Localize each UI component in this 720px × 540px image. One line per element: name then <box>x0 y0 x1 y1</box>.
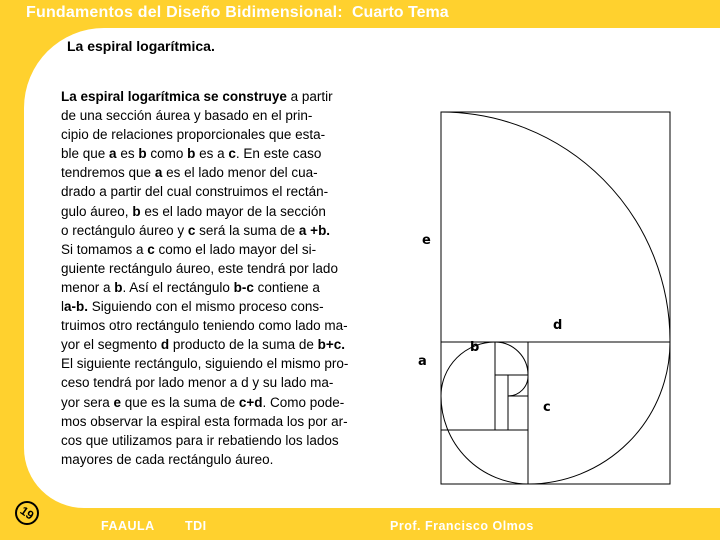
text-run: a partir <box>286 89 333 104</box>
text-bold: a <box>154 165 163 181</box>
spiral-arc-b <box>441 342 495 396</box>
text-line <box>61 163 406 182</box>
text-bold: b+c. <box>317 337 346 353</box>
text-run: contiene a <box>253 279 320 295</box>
topic-title: Cuarto Tema <box>352 4 449 21</box>
spiral-arc-c <box>441 396 528 484</box>
text-run: gulo áureo, <box>61 203 133 219</box>
text-line: truimos otro rectángulo teniendo como lado ma- <box>61 318 348 334</box>
text-line: ceso tendrá por lado menor a d y su lado ma- <box>61 375 334 391</box>
label-a: a <box>418 354 427 369</box>
spiral-arc-e <box>441 112 670 342</box>
text-line <box>61 393 406 412</box>
label-b: b <box>470 340 480 355</box>
text-line <box>61 240 406 259</box>
text-line <box>61 335 406 354</box>
text-line <box>61 278 406 297</box>
header-bar <box>0 0 720 28</box>
text-line: cos que utilizamos para ir rebatiendo los lados <box>61 432 339 448</box>
text-bold: b-c <box>233 279 254 295</box>
text-bold: b <box>114 279 123 295</box>
text-run: que es la suma de <box>121 394 239 410</box>
text-run: producto de la suma de <box>169 337 318 353</box>
text-line <box>61 202 406 221</box>
text-bold: b <box>138 146 147 162</box>
text-line: mayores de cada rectángulo áureo. <box>61 451 274 467</box>
text-bold: b <box>132 203 141 219</box>
label-e: e <box>422 233 431 248</box>
text-run: . Así el rectángulo <box>122 279 234 295</box>
text-run: l <box>61 299 64 315</box>
text-run: tendremos que <box>61 165 155 181</box>
text-bold: c+d <box>238 394 263 410</box>
text-run: es a <box>195 146 229 162</box>
text-bold: a +b. <box>298 222 331 238</box>
text-bold: a <box>109 146 117 162</box>
text-run: Si tomamos a <box>61 241 148 257</box>
body-paragraph <box>61 87 406 469</box>
text-line: cipio de relaciones proporcionales que esta- <box>61 127 326 143</box>
text-bold: b <box>187 146 196 162</box>
spiral-arc-a <box>495 342 528 375</box>
text-bold: a-b. <box>64 299 89 315</box>
spiral-arc-small <box>508 375 528 396</box>
text-run: ble que <box>61 146 110 162</box>
golden-spiral-diagram <box>410 104 680 494</box>
footer-school: FAAULA <box>101 519 155 533</box>
text-line <box>61 221 406 240</box>
text-run: como el lado mayor del si- <box>154 241 317 257</box>
slide-title: La espiral logarítmica. <box>67 38 215 54</box>
label-d: d <box>553 318 563 333</box>
text-line: drado a partir del cual construimos el rectán- <box>61 184 329 200</box>
text-run: . En este caso <box>235 146 322 162</box>
text-line: El siguiente rectángulo, siguiendo el mismo pro- <box>61 356 349 372</box>
text-bold: c <box>228 146 236 162</box>
text-line <box>61 87 406 106</box>
text-run: será la suma de <box>195 222 299 238</box>
outer-golden-rectangle <box>441 112 670 484</box>
text-run: es el lado mayor de la sección <box>140 203 326 219</box>
page-number: 19 <box>17 503 37 523</box>
course-title: Fundamentos del Diseño Bidimensional: <box>26 4 343 21</box>
text-run: menor a <box>61 279 115 295</box>
text-bold: d <box>160 337 170 353</box>
text-bold: c <box>187 222 196 238</box>
text-run: es el lado menor del cua- <box>162 165 318 181</box>
text-line: de una sección áurea y basado en el prin- <box>61 108 313 124</box>
text-bold: La espiral logarítmica se construye <box>61 89 287 104</box>
text-run: . Como pode- <box>262 394 345 410</box>
text-run: yor el segmento <box>61 337 161 353</box>
text-bold: e <box>113 394 122 410</box>
label-c: c <box>543 400 551 415</box>
page-number-badge <box>15 501 39 525</box>
text-run: o rectángulo áureo y <box>61 222 188 238</box>
text-run: como <box>146 146 188 162</box>
text-line <box>61 144 406 163</box>
text-run: Siguiendo con el mismo proceso cons- <box>88 299 324 315</box>
text-line: guiente rectángulo áureo, este tendrá por lado <box>61 260 338 276</box>
footer-dept: TDI <box>185 519 207 533</box>
text-line: mos observar la espiral esta formada los por ar- <box>61 413 348 429</box>
text-run: es <box>116 146 139 162</box>
text-bold: c <box>147 241 155 257</box>
footer-professor: Prof. Francisco Olmos <box>390 519 534 533</box>
text-run: yor sera <box>61 394 114 410</box>
text-line <box>61 297 406 316</box>
